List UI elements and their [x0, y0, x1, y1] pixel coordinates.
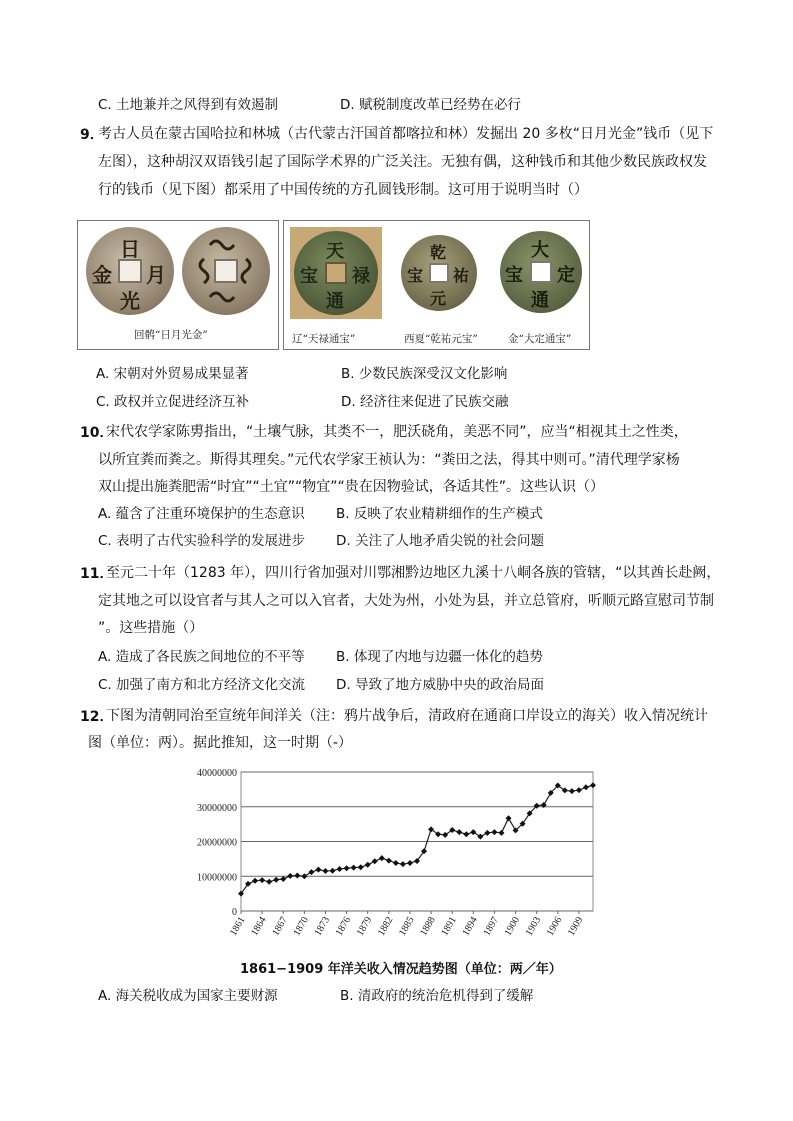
y-tick-label: 40000000 — [197, 768, 237, 779]
data-point — [351, 865, 357, 871]
data-point — [308, 869, 314, 875]
q12-number: 12． — [80, 709, 114, 725]
chart-caption: 1861−1909 年洋关收入情况趋势图（单位：两／年） — [240, 962, 562, 977]
data-point — [315, 867, 321, 873]
q11-option-d[interactable]: D. 导致了地方威胁中央的政治局面 — [336, 677, 544, 693]
data-point — [294, 873, 300, 879]
y-tick-label: 0 — [232, 907, 237, 918]
q10-text-line3: 双山提出施粪肥需“时宜”“土宜”“物宜”“贵在因物验试，各适其性”。这些认识（） — [98, 479, 605, 495]
q8-option-d[interactable]: D. 赋税制度改革已经势在必行 — [340, 97, 521, 113]
coin-rijin-char-4: 金 — [92, 263, 112, 287]
coin-qianyou-char-4: 宝 — [407, 266, 424, 285]
data-point — [372, 858, 378, 864]
q9-text-line1: 考古人员在蒙古国哈拉和林城（古代蒙古汗国首都喀拉和林）发掘出 20 多枚“日月光金”钱币（见下 — [98, 126, 714, 142]
data-point — [330, 868, 336, 874]
data-point — [470, 829, 476, 835]
coin-rijin-front — [86, 227, 174, 315]
q10-option-d[interactable]: D. 关注了人地矛盾尖锐的社会问题 — [336, 533, 544, 549]
coin-dading-char-4: 宝 — [505, 265, 523, 286]
x-tick-label: 1861 — [228, 915, 248, 938]
q9-option-d[interactable]: D. 经济往来促进了民族交融 — [341, 394, 509, 410]
x-tick-label: 1888 — [418, 915, 438, 938]
data-point — [358, 864, 364, 870]
data-point — [337, 866, 343, 872]
caption-rijin: 回鹘“日月光金” — [134, 329, 208, 341]
x-tick-label: 1885 — [397, 915, 417, 938]
x-tick-label: 1870 — [291, 915, 311, 938]
coin-tianlu-photo — [290, 227, 382, 319]
q11-option-b[interactable]: B. 体现了内地与边疆一体化的趋势 — [336, 649, 543, 665]
caption-xixia: 西夏“乾祐元宝” — [404, 333, 478, 345]
coin-qianyou-char-3: 元 — [430, 289, 447, 308]
q9-number: 9． — [80, 127, 104, 143]
x-tick-label: 1882 — [375, 915, 396, 938]
data-point — [463, 831, 469, 837]
q12-option-a[interactable]: A. 海关税收成为国家主要财源 — [98, 988, 278, 1004]
data-point — [344, 865, 350, 871]
q11-text-line3: ”。这些措施（） — [98, 620, 204, 636]
q10-text-line2: 以所宜粪而粪之。斯得其理矣。”元代农学家王祯认为：“粪田之法，得其中则可。”清代理学家杨 — [98, 452, 680, 468]
coin-dading-char-1: 大 — [531, 240, 549, 261]
x-tick-label: 1879 — [354, 915, 375, 938]
q10-number: 10． — [80, 425, 114, 441]
coin-tianlu-char-3: 通 — [326, 291, 344, 312]
q9-text-line2: 左图），这种胡汉双语钱引起了国际学术界的广泛关注。无独有偶，这种钱币和其他少数民族政权发 — [98, 154, 707, 170]
coin-rijin-char-2: 月 — [146, 263, 166, 287]
caption-jin: 金“大定通宝” — [508, 333, 572, 345]
q11-option-a[interactable]: A. 造成了各民族之间地位的不平等 — [98, 649, 305, 665]
coin-qianyou-char-2: 祐 — [453, 266, 470, 285]
coin-rijin-char-3: 光 — [120, 289, 140, 313]
data-point — [322, 868, 328, 874]
q10-option-b[interactable]: B. 反映了农业精耕细作的生产模式 — [336, 506, 543, 522]
coin-qianyou-char-1: 乾 — [430, 243, 447, 262]
data-point — [491, 829, 497, 835]
y-tick-label: 10000000 — [197, 872, 237, 884]
x-tick-label: 1864 — [249, 915, 269, 938]
q9-option-b[interactable]: B. 少数民族深受汉文化影响 — [341, 366, 508, 382]
x-tick-label: 1873 — [312, 915, 333, 938]
data-point — [569, 788, 575, 794]
x-tick-label: 1891 — [439, 915, 459, 938]
x-tick-label: 1909 — [565, 915, 586, 938]
coin-dading-char-2: 定 — [557, 265, 575, 286]
coin-image-right — [283, 220, 590, 350]
data-point — [379, 855, 385, 861]
data-point — [252, 878, 258, 884]
q11-text-line2: 定其地之可以设官者与其人之可以入官者，大处为州，小处为县，并立总管府，听顺元路宣慰司节制 — [98, 593, 714, 609]
coin-dading — [500, 231, 582, 313]
data-point — [576, 787, 582, 793]
caption-liao: 辽“天禄通宝” — [292, 333, 356, 345]
q11-text-line1: 至元二十年（1283 年），四川行省加强对川鄂湘黔边地区九溪十八峒各族的管辖，“以其酋长赴阙， — [106, 565, 721, 581]
q11-number: 11． — [80, 566, 114, 582]
q9-option-a[interactable]: A. 宋朝对外贸易成果显著 — [96, 366, 249, 382]
q10-text-line1: 宋代农学家陈旉指出，“土壤气脉，其类不一，肥沃硗角，美恶不同”，应当“相视其土之性类， — [106, 424, 688, 440]
data-point — [477, 834, 483, 840]
data-point — [259, 877, 265, 883]
x-tick-label: 1894 — [460, 915, 480, 938]
data-point — [301, 873, 307, 879]
data-point — [280, 876, 286, 882]
q12-option-b[interactable]: B. 清政府的统治危机得到了缓解 — [340, 988, 534, 1004]
q9-text-line3: 行的钱币（见下图）都采用了中国传统的方孔圆钱形制。这可用于说明当时（） — [98, 182, 588, 198]
data-point — [273, 877, 279, 883]
q9-option-c[interactable]: C. 政权并立促进经济互补 — [96, 394, 250, 410]
q12-text-line2: 图（单位：两）。据此推知，这一时期（-） — [88, 735, 353, 751]
q10-option-a[interactable]: A. 蕴含了注重环境保护的生态意识 — [98, 506, 305, 522]
data-point — [407, 860, 413, 866]
coin-dading-char-3: 通 — [531, 290, 549, 311]
data-point — [590, 782, 596, 788]
coin-qianyou — [401, 235, 477, 311]
coin-image-left — [77, 220, 279, 350]
revenue-series-line — [241, 785, 593, 893]
data-point — [365, 862, 371, 868]
coin-rijin-char-1: 日 — [120, 237, 140, 261]
data-point — [287, 873, 293, 879]
x-tick-label: 1900 — [502, 915, 523, 938]
coin-tianlu-char-4: 宝 — [300, 266, 318, 287]
sogdian-script-marks — [182, 227, 270, 315]
q8-option-c[interactable]: C. 土地兼并之风得到有效遏制 — [98, 97, 279, 113]
q10-option-c[interactable]: C. 表明了古代实验科学的发展进步 — [98, 533, 306, 549]
y-tick-label: 20000000 — [197, 837, 237, 849]
q11-option-c[interactable]: C. 加强了南方和北方经济文化交流 — [98, 677, 306, 693]
data-point — [386, 858, 392, 864]
q12-text-line1: 下图为清朝同治至宣统年间洋关（注：鸦片战争后，清政府在通商口岸设立的海关）收入情况统计 — [106, 708, 708, 724]
data-point — [400, 861, 406, 867]
x-tick-label: 1903 — [523, 915, 544, 938]
y-tick-label: 30000000 — [197, 802, 237, 814]
data-point — [506, 815, 512, 821]
data-point — [393, 860, 399, 866]
data-point — [484, 830, 490, 836]
data-point — [266, 879, 272, 885]
coin-rijin-back — [182, 227, 270, 315]
coin-tianlu-char-1: 天 — [326, 241, 344, 262]
data-point — [498, 830, 504, 836]
x-tick-label: 1876 — [333, 915, 354, 938]
data-point — [583, 784, 589, 790]
x-tick-label: 1867 — [270, 915, 290, 938]
coin-tianlu — [294, 231, 378, 315]
data-point — [456, 829, 462, 835]
customs-revenue-chart — [170, 760, 610, 950]
x-tick-label: 1897 — [481, 915, 502, 938]
coin-tianlu-char-2: 禄 — [352, 266, 370, 287]
x-tick-label: 1906 — [544, 915, 565, 938]
